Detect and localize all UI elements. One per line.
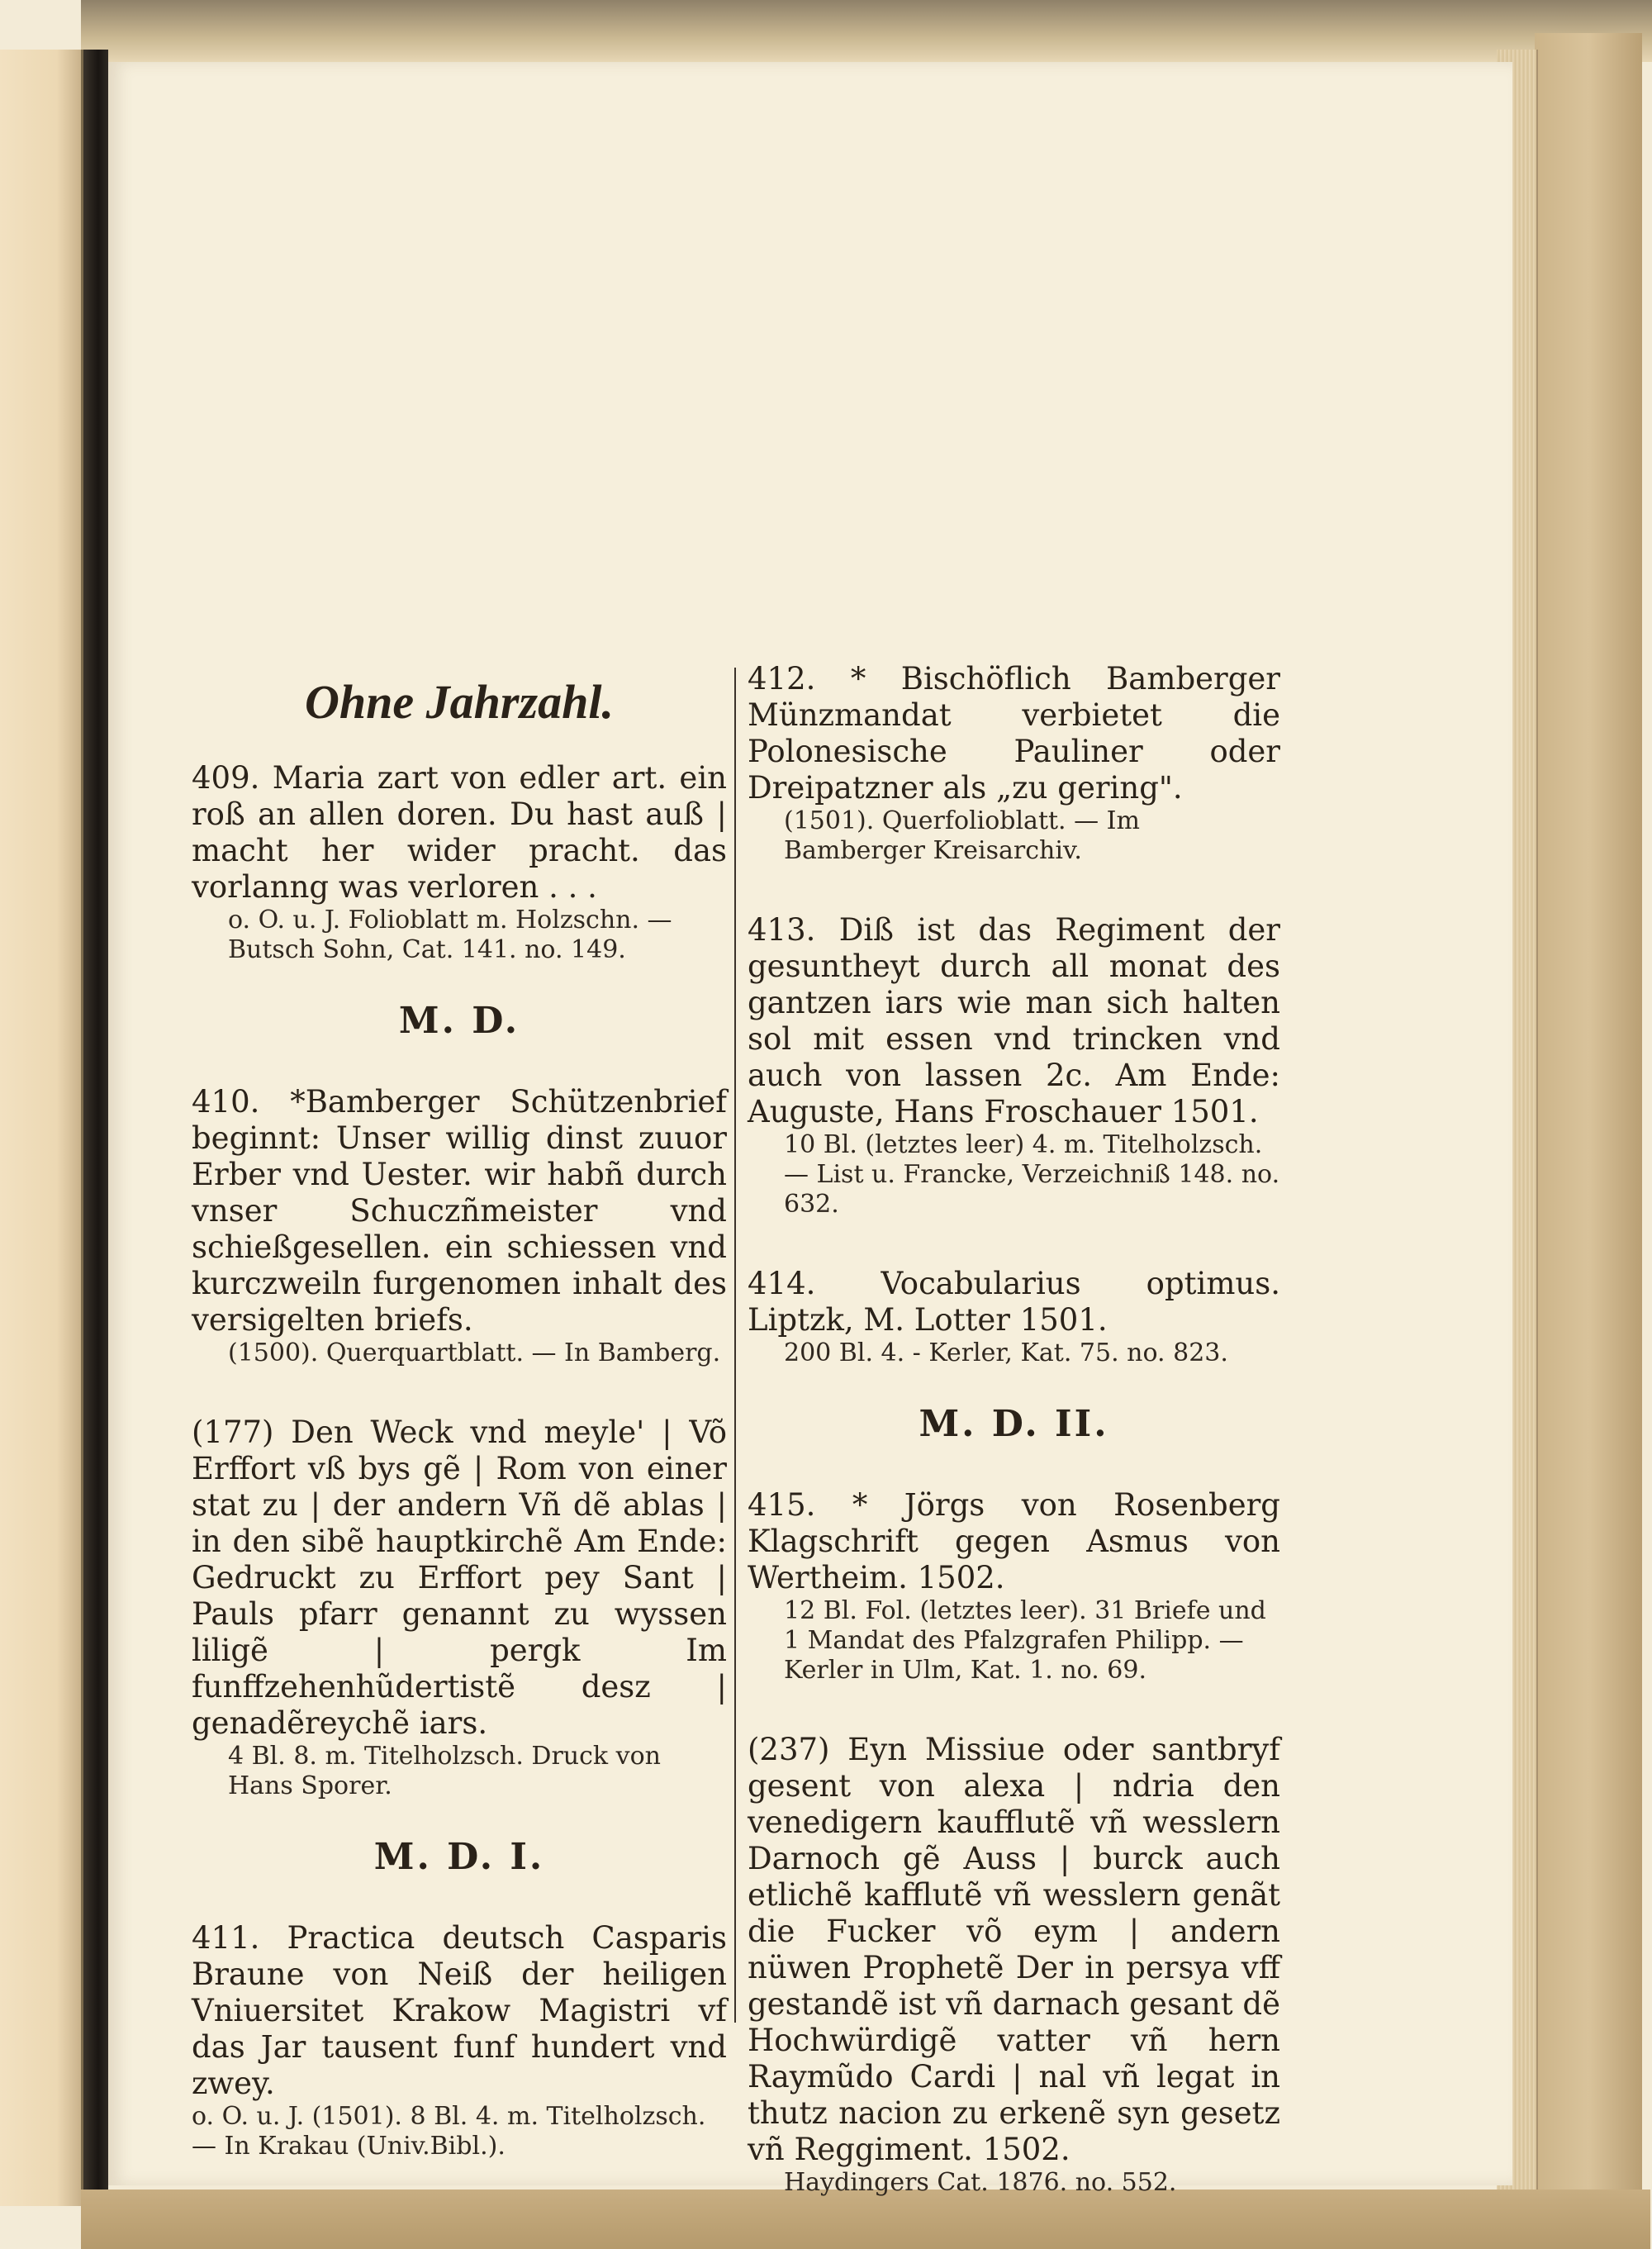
left-column <box>192 669 727 2161</box>
entry-414 <box>748 1266 1280 1368</box>
entry-note: o. O. u. J. (1501). 8 Bl. 4. m. Titelholzsch. — In Krakau (Univ.Bibl.). <box>192 2102 706 2161</box>
section-heading-md-i: M. D. I. <box>373 1836 545 1878</box>
section-heading-md-ii: M. D. II. <box>919 1403 1109 1445</box>
entry-410 <box>192 1084 727 1368</box>
entry-text: (177) Den Weck vnd meyle' | Võ Erffort vß bys gẽ | Rom von einer stat zu | der andern Vñ dẽ ablas | in den sibẽ hauptkirchẽ Am Ende: Gedruckt zu Erffort pey Sant | Pauls pfarr genannt zu wyssen liligẽ | pergk Im funffzehenhũdertistẽ desz | genadẽreychẽ iars. <box>192 1415 727 1741</box>
entry-text: 410. *Bamberger Schützenbrief beginnt: Unser willig dinst zuuor Erber vnd Uester. wir habñ durch vnser Schuczñmeister vnd schießgesellen. ein schiessen vnd kurczweiln furgenomen inhalt des versigelten briefs. <box>192 1084 727 1338</box>
spacer <box>748 1220 1280 1266</box>
entry-note: 200 Bl. 4. - Kerler, Kat. 75. no. 823. <box>784 1338 1228 1367</box>
entry-text: 413. Diß ist das Regiment der gesuntheyt durch all monat des gantzen iars wie man sich halten sol mit essen vnd trincken vnd auch von lassen 2c. Am Ende: Auguste, Hans Froschauer 1501. <box>748 912 1280 1129</box>
entry-text: (237) Eyn Missiue oder santbryf gesent von alexa | ndria den venedigern kaufflutẽ vñ wesslern Darnoch gẽ Auss | burck auch etlichẽ kafflutẽ vñ wesslern genãt die Fucker võ eym | andern nüwen Prophetẽ Der in persya vff gestandẽ ist vñ darnach gesant dẽ Hochwürdigẽ vatter vñ hern Raymũdo Cardi | nal vñ legat in thutz nacion zu erkenẽ syn gesetz vñ Reggiment. 1502. <box>748 1732 1280 2167</box>
entry-note: (1501). Querfolioblatt. — Im Bamberger Kreisarchiv. <box>784 806 1140 865</box>
column-divider <box>734 668 736 2023</box>
right-column <box>748 661 1280 2198</box>
spacer <box>748 866 1280 912</box>
entry-note: (1500). Querquartblatt. — In Bamberg. <box>228 1338 721 1367</box>
entry-412 <box>748 661 1280 866</box>
entry-text: 409. Maria zart von edler art. ein roß an allen doren. Du hast auß | macht her wider pracht. das vorlanng was verloren . . . <box>192 760 727 905</box>
entry-413 <box>748 912 1280 1220</box>
book-bottom-edge <box>81 2190 1650 2249</box>
entry-text: 414. Vocabularius optimus. Liptzk, M. Lotter 1501. <box>748 1266 1280 1338</box>
page-heading: Ohne Jahrzahl. <box>305 675 614 729</box>
book-spine <box>83 50 108 2231</box>
book-cover-board <box>1535 33 1642 2231</box>
entry-text: 412. * Bischöflich Bamberger Münzmandat verbietet die Polonesische Pauliner oder Dreipatzner als „zu gering". <box>748 661 1280 806</box>
entry-note: 12 Bl. Fol. (letztes leer). 31 Briefe und 1 Mandat des Pfalzgrafen Philipp. — Kerler in Ulm, Kat. 1. no. 69. <box>784 1596 1266 1685</box>
facing-page-edge <box>0 50 83 2206</box>
entry-415 <box>748 1487 1280 1686</box>
entry-237 <box>748 1732 1280 2198</box>
entry-177 <box>192 1415 727 1801</box>
entry-409 <box>192 760 727 965</box>
section-heading-md: M. D. <box>398 1000 520 1042</box>
entry-note: 4 Bl. 8. m. Titelholzsch. Druck von Hans Sporer. <box>228 1742 661 1800</box>
entry-note: Haydingers Cat. 1876. no. 552. <box>784 2168 1177 2197</box>
entry-text: 411. Practica deutsch Casparis Braune von Neiß der heiligen Vniuersitet Krakow Magistri vf das Jar tausent funf hundert vnd zwey. <box>192 1920 727 2101</box>
entry-411 <box>192 1920 727 2161</box>
book-top-edge <box>81 0 1652 62</box>
entry-text: 415. * Jörgs von Rosenberg Klagschrift gegen Asmus von Wertheim. 1502. <box>748 1487 1280 1595</box>
entry-note: 10 Bl. (letztes leer) 4. m. Titelholzsch. — List u. Francke, Verzeichniß 148. no. 632. <box>784 1130 1280 1219</box>
spacer <box>192 1368 727 1415</box>
spacer <box>748 1686 1280 1732</box>
entry-note: o. O. u. J. Folioblatt m. Holzschn. — Butsch Sohn, Cat. 141. no. 149. <box>228 906 672 964</box>
